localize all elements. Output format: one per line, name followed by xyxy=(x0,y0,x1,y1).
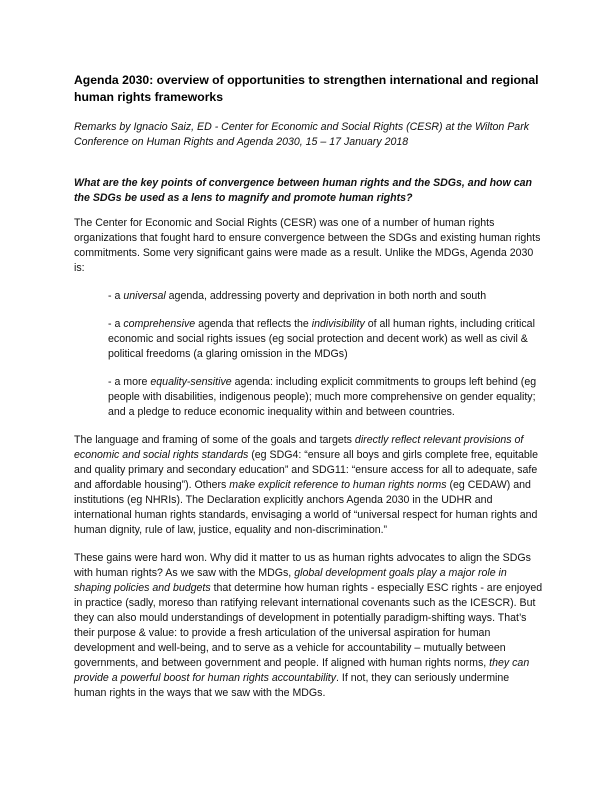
list-item-universal xyxy=(108,289,544,304)
paragraph-text: These gains were hard won. Why did it matter to us as human rights advocates to align the SDGs with human rights? As we saw with the MDGs, xyxy=(74,552,531,579)
section-question: What are the key points of convergence between human rights and the SDGs, and how can the SDGs be used as a lens to magnify and promote human rights? xyxy=(74,177,532,204)
paragraph-text: (eg CEDAW) and institutions (eg NHRIs). The Declaration explicitly anchors Agenda 2030 in the UDHR and international human rights standards, envisaging a world of “universal respect for human rights and human dignity, rule of law, justice, equality and non-discrimination.” xyxy=(74,479,538,536)
language-framing-paragraph xyxy=(74,433,544,538)
bullet-text: - a xyxy=(108,290,124,302)
bullet-text: of all human rights, including critical economic and social rights issues (eg social protection and decent work) as well as civil & political freedoms (a glaring omission in the MDGs) xyxy=(108,318,535,360)
emphasis-text: global development goals play a major role in shaping policies and budgets xyxy=(74,567,507,594)
document-page xyxy=(74,72,544,714)
emphasis-text: equality-sensitive xyxy=(150,376,232,388)
emphasis-text: they can provide a powerful boost for human rights accountability xyxy=(74,657,530,684)
bullet-text: - a more xyxy=(108,376,151,388)
emphasis-text: comprehensive xyxy=(123,318,196,330)
bullet-text: agenda that reflects the xyxy=(195,318,312,330)
list-item-comprehensive xyxy=(108,317,544,362)
remarks-subtitle: Remarks by Ignacio Saiz, ED - Center for Economic and Social Rights (CESR) at the Wilton Park Conference on Human Rights and Agenda 2030, 15 – 17 January 2018 xyxy=(74,121,530,148)
emphasis-text: universal xyxy=(123,290,166,302)
bullet-text: agenda, addressing poverty and deprivation in both north and south xyxy=(165,290,487,302)
agenda-features-list xyxy=(108,289,544,420)
paragraph-text: The language and framing of some of the goals and targets xyxy=(74,434,355,446)
gains-paragraph xyxy=(74,551,544,701)
emphasis-text: make explicit reference to human rights norms xyxy=(229,479,447,491)
paragraph-text: (eg SDG4: “ensure all boys and girls complete free, equitable and quality primary and secondary education” and SDG11: “ensure access for all to adequate, safe and affordable housing”). Others xyxy=(74,449,539,491)
list-item-equality xyxy=(108,375,544,420)
bullet-text: agenda: including explicit commitments to groups left behind (eg people with disabilities, indigenous people); much more comprehensive on gender equality; and a pledge to reduce economic inequality within and between countries. xyxy=(108,376,537,418)
paragraph-text: . If not, they can seriously undermine human rights in the ways that we saw with the MDGs. xyxy=(74,672,510,699)
paragraph-text: that determine how human rights - especially ESC rights - are enjoyed in practice (sadly, moreso than ratifying relevant international covenants such as the ICESCR). But they can also mould understandings of development in potentially paradigm-shifting ways. That’s their purpose & value: to provide a fresh articulation of the universal aspiration for human development and well-being, and to serve as a vehicle for accountability – mutually between governments, and between government and people. If aligned with human rights norms, xyxy=(74,582,543,669)
document-title: Agenda 2030: overview of opportunities to strengthen international and regional human rights frameworks xyxy=(74,73,539,104)
emphasis-text: indivisibility xyxy=(311,318,365,330)
bullet-text: - a xyxy=(108,318,124,330)
emphasis-text: directly reflect relevant provisions of economic and social rights standards xyxy=(74,434,524,461)
intro-paragraph: The Center for Economic and Social Rights (CESR) was one of a number of human rights organizations that fought hard to ensure convergence between the SDGs and existing human rights commitments. Some very significant gains were made as a result. Unlike the MDGs, Agenda 2030 is: xyxy=(74,217,541,274)
